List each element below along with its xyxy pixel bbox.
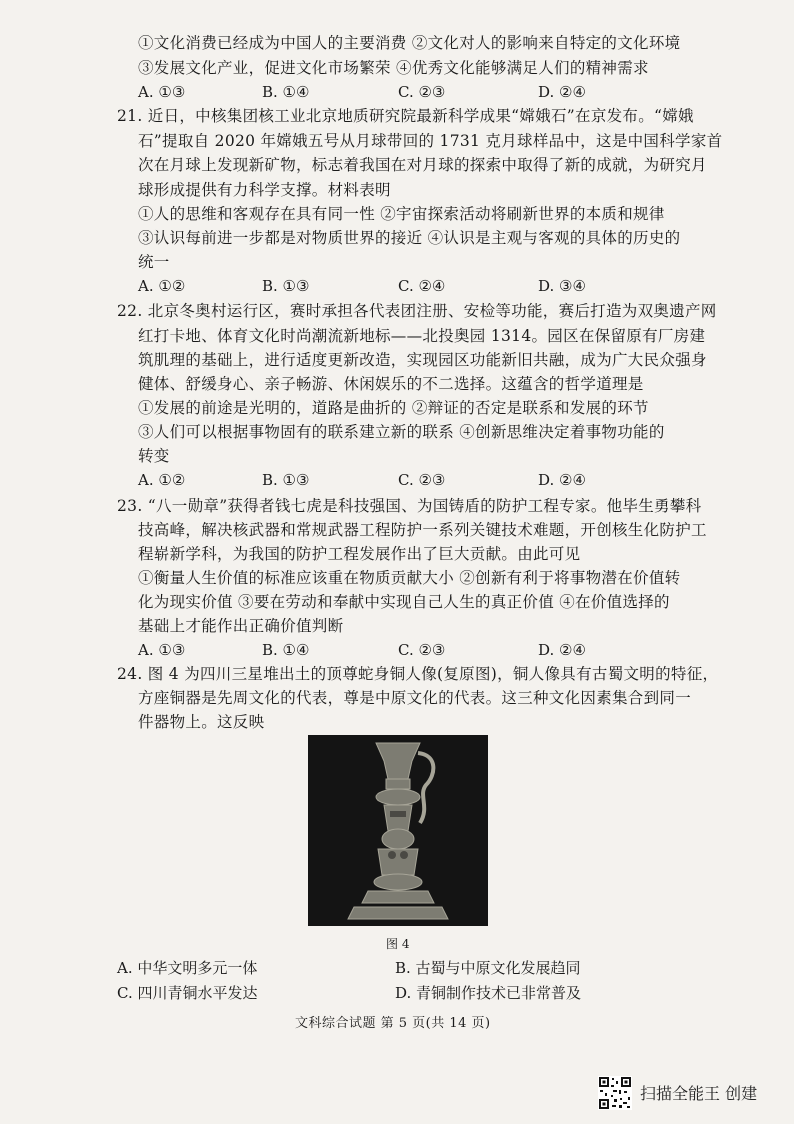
option-c: C. ②③: [398, 471, 446, 489]
option-c: C. ②④: [398, 277, 446, 295]
q24-stem: 24. 图 4 为四川三星堆出土的顶尊蛇身铜人像(复原图)，铜人像具有古蜀文明的特征，: [117, 665, 719, 683]
option-a: A. ①③: [138, 641, 186, 659]
option-c: C. 四川青铜水平发达: [117, 984, 258, 1002]
option-d: D. ③④: [538, 277, 586, 295]
option-c: C. ②③: [398, 641, 446, 659]
q22-stem: 健体、舒缓身心、亲子畅游、休闲娱乐的不二选择。这蕴含的哲学道理是: [138, 375, 644, 393]
option-d: D. ②④: [538, 471, 586, 489]
q21-statement: ③认识每前进一步都是对物质世界的接近 ④认识是主观与客观的具体的历史的: [138, 229, 681, 247]
option-d: D. ②④: [538, 641, 586, 659]
q23-statement: 化为现实价值 ③要在劳动和奉献中实现自己人生的真正价值 ④在价值选择的: [138, 593, 670, 611]
option-a: A. ①③: [138, 83, 186, 101]
option-a: A. ①②: [138, 277, 186, 295]
statement-line: ③发展文化产业，促进文化市场繁荣 ④优秀文化能够满足人们的精神需求: [138, 59, 649, 77]
q21-statement: 统一: [138, 253, 170, 271]
q23-stem: 程崭新学科，为我国的防护工程发展作出了巨大贡献。由此可见: [138, 545, 581, 563]
q22-statement: ①发展的前途是光明的，道路是曲折的 ②辩证的否定是联系和发展的环节: [138, 399, 649, 417]
q23-statement: ①衡量人生价值的标准应该重在物质贡献大小 ②创新有利于将事物潜在价值转: [138, 569, 681, 587]
scanner-watermark: 扫描全能王 创建: [640, 1084, 758, 1103]
q24-stem: 方座铜器是先周文化的代表，尊是中原文化的代表。这三种文化因素集合到同一: [138, 689, 692, 707]
option-d: D. 青铜制作技术已非常普及: [395, 984, 582, 1002]
option-a: A. ①②: [138, 471, 186, 489]
q22-statement: ③人们可以根据事物固有的联系建立新的联系 ④创新思维决定着事物功能的: [138, 423, 665, 441]
option-d: D. ②④: [538, 83, 586, 101]
q23-stem: 技高峰，解决核武器和常规武器工程防护一系列关键技术难题，开创核生化防护工: [138, 521, 707, 539]
bronze-figure-photo: [308, 735, 488, 926]
option-b: B. ①④: [262, 83, 310, 101]
option-b: B. ①③: [262, 277, 310, 295]
q22-stem: 筑肌理的基础上，进行适度更新改造，实现园区功能新旧共融，成为广大民众强身: [138, 351, 707, 369]
q21-stem: 次在月球上发现新矿物，标志着我国在对月球的探索中取得了新的成就，为研究月: [138, 156, 707, 174]
q22-stem: 红打卡地、体育文化时尚潮流新地标——北投奥园 1314。园区在保留原有厂房建: [138, 327, 706, 345]
q22-statement: 转变: [138, 447, 170, 465]
statement-line: ①文化消费已经成为中国人的主要消费 ②文化对人的影响来自特定的文化环境: [138, 34, 681, 52]
q24-stem: 件器物上。这反映: [138, 713, 265, 731]
option-b: B. ①③: [262, 471, 310, 489]
q22-stem: 22. 北京冬奥村运行区，赛时承担各代表团注册、安检等功能，赛后打造为双奥遗产网: [117, 302, 717, 320]
option-c: C. ②③: [398, 83, 446, 101]
q23-stem: 23. “八一勋章”获得者钱七虎是科技强国、为国铸盾的防护工程专家。他毕生勇攀科: [117, 497, 702, 515]
qr-code-icon: [598, 1076, 632, 1110]
figure-caption: 图 4: [386, 937, 410, 951]
q21-stem: 石”提取自 2020 年嫦娥五号从月球带回的 1731 克月球样品中，这是中国科学家首: [138, 132, 723, 150]
q21-stem: 球形成提供有力科学支撑。材料表明: [138, 181, 391, 199]
q23-statement: 基础上才能作出正确价值判断: [138, 617, 344, 635]
q21-statement: ①人的思维和客观存在具有同一性 ②宇宙探索活动将刷新世界的本质和规律: [138, 205, 665, 223]
option-b: B. 古蜀与中原文化发展趋同: [395, 959, 581, 977]
q21-stem: 21. 近日，中核集团核工业北京地质研究院最新科学成果“嫦娥石”在京发布。“嫦娥: [117, 107, 694, 125]
option-b: B. ①④: [262, 641, 310, 659]
option-a: A. 中华文明多元一体: [117, 959, 258, 977]
page-footer: 文科综合试题 第 5 页(共 14 页): [295, 1016, 491, 1031]
